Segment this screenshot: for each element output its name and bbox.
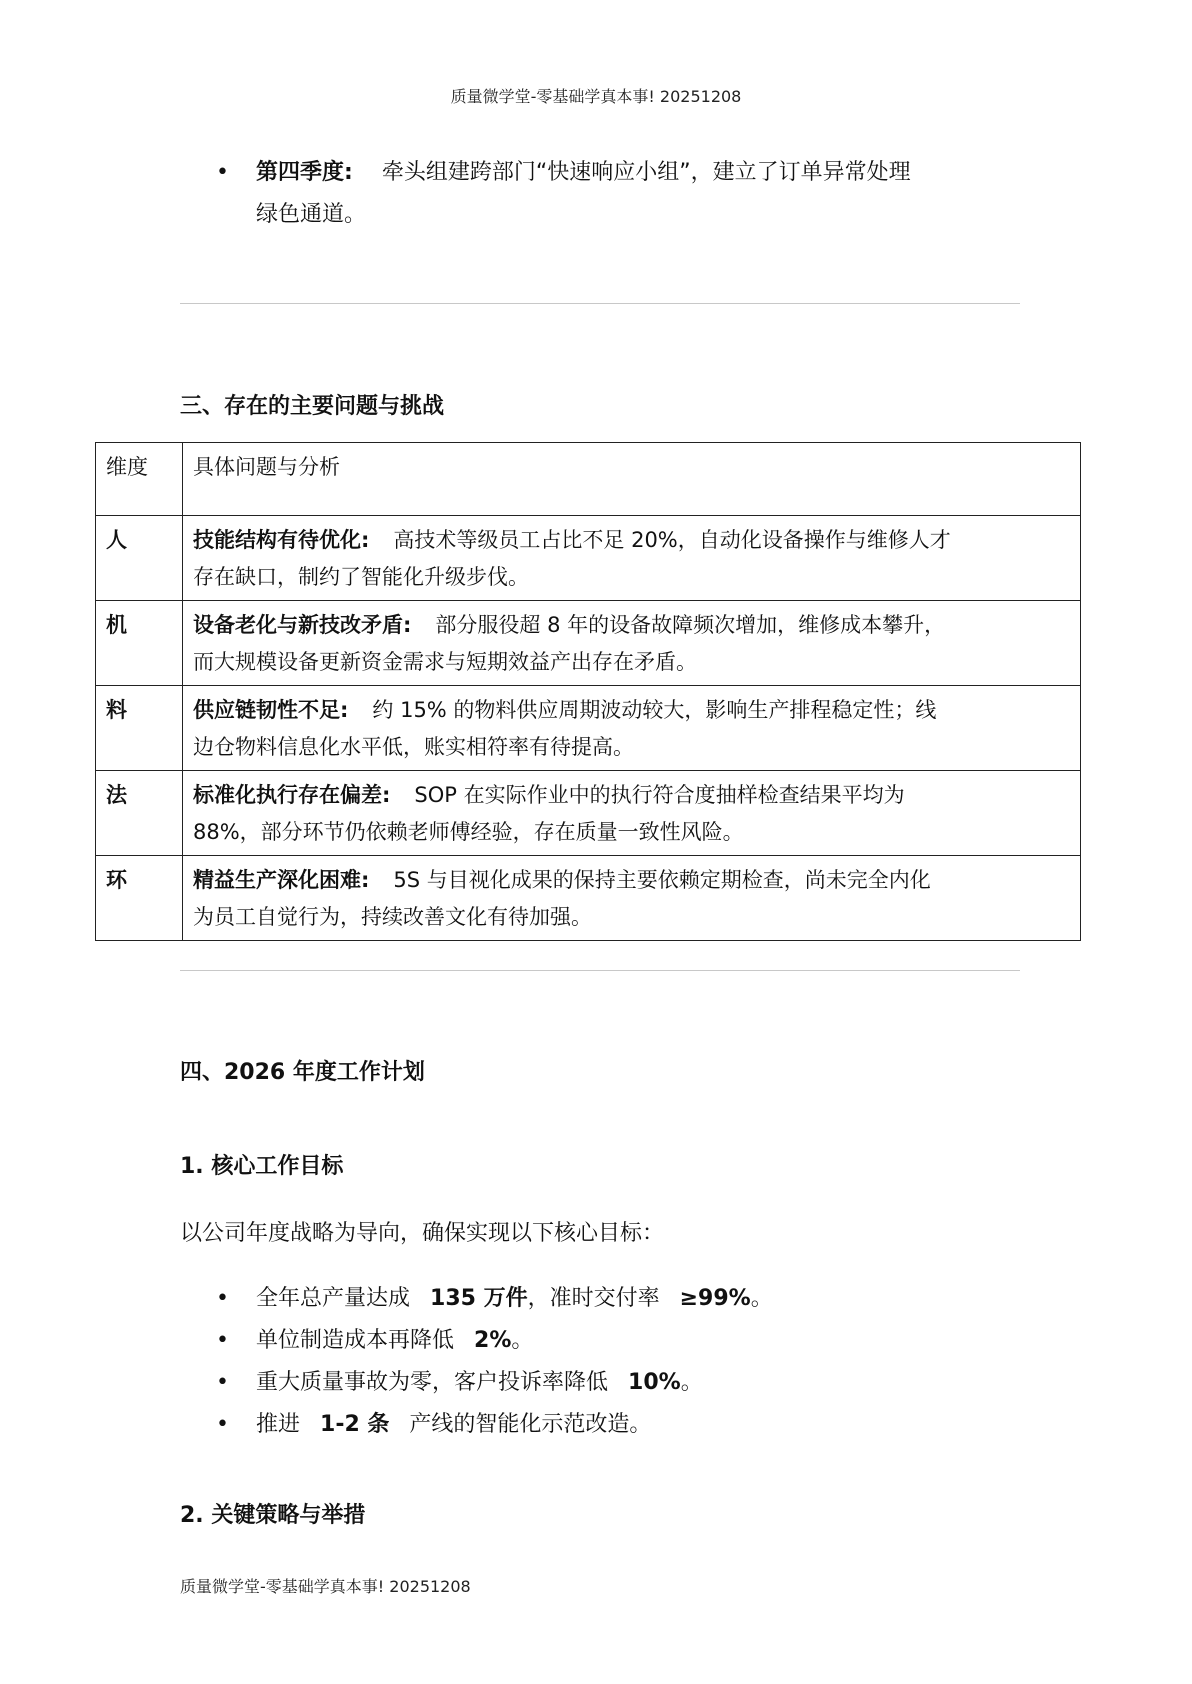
row-text-line2: 88%，部分环节仍依赖老师傅经验，存在质量一致性风险。 — [193, 820, 744, 844]
goal-text: 重大质量事故为零，客户投诉率降低 — [256, 1370, 609, 1395]
goal-emphasis: ≥99% — [679, 1286, 751, 1311]
bullet-icon: • — [216, 160, 229, 185]
row-analysis — [183, 771, 1081, 856]
row-analysis — [183, 516, 1081, 601]
row-label: 设备老化与新技改矛盾: — [193, 613, 412, 637]
row-dimension: 法 — [96, 771, 183, 856]
goal-emphasis: 135 万件 — [430, 1286, 528, 1311]
table-row — [96, 601, 1081, 686]
page-header: 质量微学堂-零基础学真本事! 20251208 — [450, 87, 742, 106]
table-header-analysis: 具体问题与分析 — [183, 443, 1081, 516]
bullet-icon: • — [216, 1328, 229, 1353]
q4-bullet — [216, 152, 1016, 236]
row-text-line1: 高技术等级员工占比不足 20%，自动化设备操作与维修人才 — [393, 528, 951, 552]
goal-text: 全年总产量达成 — [256, 1286, 411, 1311]
bullet-icon: • — [216, 1412, 229, 1437]
row-analysis — [183, 686, 1081, 771]
row-text-line1: 约 15% 的物料供应周期波动较大，影响生产排程稳定性；线 — [372, 698, 937, 722]
row-text-line2: 而大规模设备更新资金需求与短期效益产出存在矛盾。 — [193, 650, 697, 674]
list-item — [216, 1278, 1016, 1320]
table-row — [96, 771, 1081, 856]
goal-emphasis: 2% — [474, 1328, 512, 1353]
row-text-line1: 部分服役超 8 年的设备故障频次增加，维修成本攀升， — [435, 613, 946, 637]
goal-text: 。 — [680, 1370, 703, 1395]
row-label: 供应链韧性不足: — [193, 698, 349, 722]
q4-label: 第四季度: — [256, 160, 353, 185]
list-item — [216, 1362, 1016, 1404]
list-item — [216, 1404, 1016, 1446]
row-analysis — [183, 856, 1081, 941]
row-text-line2: 为员工自觉行为，持续改善文化有待加强。 — [193, 905, 592, 929]
row-label: 精益生产深化困难: — [193, 868, 370, 892]
table-row — [96, 856, 1081, 941]
row-text-line2: 存在缺口，制约了智能化升级步伐。 — [193, 565, 529, 589]
goal-text: 产线的智能化示范改造。 — [409, 1412, 652, 1437]
table-row — [96, 516, 1081, 601]
table-header-dimension: 维度 — [96, 443, 183, 516]
goal-emphasis: 1-2 条 — [320, 1412, 390, 1437]
section4-title: 四、2026 年度工作计划 — [180, 1060, 425, 1085]
row-analysis — [183, 601, 1081, 686]
divider — [180, 303, 1020, 304]
page-footer: 质量微学堂-零基础学真本事! 20251208 — [180, 1577, 471, 1596]
section4-subtitle-goals: 1. 核心工作目标 — [180, 1154, 344, 1179]
row-text-line1: 5S 与目视化成果的保持主要依赖定期检查，尚未完全内化 — [393, 868, 931, 892]
table-row — [96, 686, 1081, 771]
goals-intro: 以公司年度战略为导向，确保实现以下核心目标： — [180, 1221, 665, 1246]
row-dimension: 料 — [96, 686, 183, 771]
row-label: 技能结构有待优化: — [193, 528, 370, 552]
q4-text: 牵头组建跨部门“快速响应小组”，建立了订单异常处理 — [381, 160, 911, 185]
row-text-line1: SOP 在实际作业中的执行符合度抽样检查结果平均为 — [414, 783, 905, 807]
q4-text-line2: 绿色通道。 — [256, 202, 367, 227]
bullet-icon: • — [216, 1286, 229, 1311]
row-dimension: 机 — [96, 601, 183, 686]
issues-table — [95, 442, 1081, 941]
goal-text: 。 — [750, 1286, 773, 1311]
section3-title: 三、存在的主要问题与挑战 — [180, 394, 445, 419]
goal-text: ，准时交付率 — [527, 1286, 660, 1311]
list-item — [216, 1320, 1016, 1362]
goal-emphasis: 10% — [628, 1370, 681, 1395]
goal-text: 推进 — [256, 1412, 301, 1437]
goal-text: 单位制造成本再降低 — [256, 1328, 455, 1353]
goal-text: 。 — [511, 1328, 534, 1353]
section4-subtitle-strategies: 2. 关键策略与举措 — [180, 1503, 366, 1528]
table-header-row — [96, 443, 1081, 516]
row-label: 标准化执行存在偏差: — [193, 783, 391, 807]
row-text-line2: 边仓物料信息化水平低，账实相符率有待提高。 — [193, 735, 634, 759]
divider — [180, 970, 1020, 971]
bullet-icon: • — [216, 1370, 229, 1395]
row-dimension: 人 — [96, 516, 183, 601]
row-dimension: 环 — [96, 856, 183, 941]
